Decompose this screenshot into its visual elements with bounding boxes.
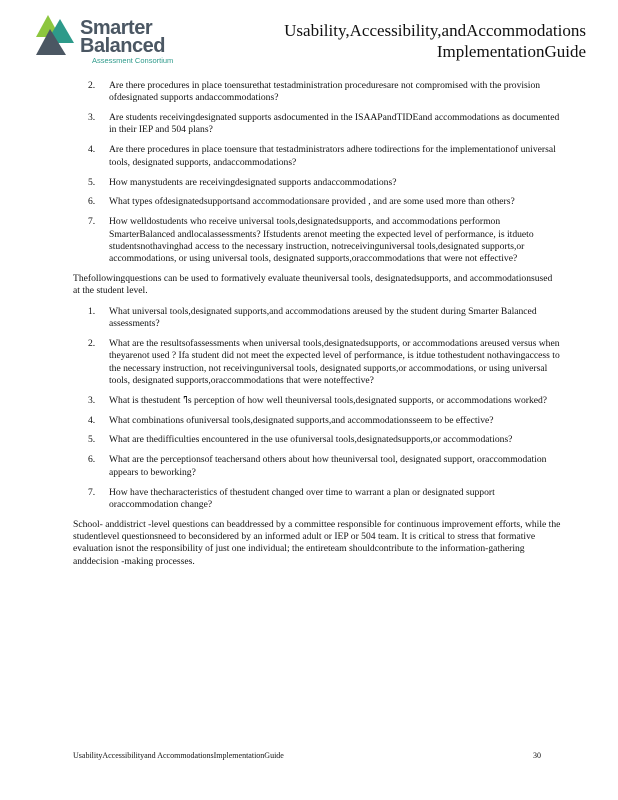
page-header-title	[284, 20, 586, 62]
list-item: 7. How have thecharacteristics of thestudent changed over time to warrant a plan or designated support oraccommodation change?	[88, 486, 495, 510]
header-title-line1: Usability,Accessibility,andAccommodations	[284, 21, 586, 40]
page-number: 30	[533, 751, 541, 760]
list-item: 3. What is thestudent ߣs perception of how well theuniversal tools,designated supports, or accommodations worked?	[88, 394, 548, 406]
list-item: 4. What combinations ofuniversal tools,designated supports,and accommodationsseem to be effective?	[88, 414, 494, 426]
document-body	[73, 80, 561, 576]
list-item: 7. How welldostudents who receive universal tools,designatedsupports, and accommodations performon SmarterBalanced andlocalassessments? Ifstudents arenot meeting the expected level of performance, is itdueto studentsnothavinghad access to the necessary instruction, notreceivinguniversal tools,designated supports,or accommodations, or using universal tools, designated supports,oraccommodations that were not effective?	[88, 216, 534, 265]
header-title-line2: ImplementationGuide	[436, 42, 586, 61]
list-item: 5. What are thedifficulties encountered in the use ofuniversal tools,designatedsupports,or accommodations?	[88, 434, 513, 446]
logo-word-smarter: Smarter	[80, 17, 153, 39]
list-item: 6. What types ofdesignatedsupportsand accommodationsare provided , and are some used more than others?	[88, 196, 515, 208]
list-item: 3. Are students receivingdesignated supports asdocumented in the ISAAPandTIDEand accommodations as documented in their IEP and 504 plans?	[88, 112, 560, 136]
logo-triangles-icon	[34, 13, 82, 57]
monitoring-questions-list	[73, 80, 561, 266]
list-item: 2. What are the resultsofassessments when universal tools,designatedsupports, or accommodations areused versus when theyarenot used ? Ifa student did not meet the expected level of performance, is itdue tothestudent nothavingaccess to the necessary instruction, not receivinguniversal tools, designated supports,or accommodations, or using universal tools, designated supports,oraccommodations that were noteffective?	[88, 337, 560, 386]
list-item: 2. Are there procedures in place toensurethat testadministration proceduresare not compromised with the provision ofdesignated supports andaccommodations?	[88, 80, 541, 104]
intro-paragraph: Thefollowingquestions can be used to formatively evaluate theuniversal tools, designatedsupports, and accommodationsused at the student level.	[73, 273, 553, 297]
student-level-questions-list	[73, 306, 561, 511]
smarter-balanced-logo	[34, 13, 194, 65]
list-item: 5. How manystudents are receivingdesignated supports andaccommodations?	[88, 176, 397, 188]
list-item: 1. What universal tools,designated supports,and accommodations areused by the student during Smarter Balanced assessments?	[88, 305, 537, 330]
list-item: 4. Are there procedures in place toensure that testadministrators adhere todirections for the implementationof universal tools, designated supports, andaccommodations?	[88, 144, 556, 168]
logo-tagline: Assessment Consortium	[92, 56, 174, 65]
closing-paragraph: School- anddistrict -level questions can beaddressed by a committee responsible for continuous improvement efforts, while the studentlevel questionsneed to beconsidered by an informed adult or IEP or 504 team. It is critical to stress that formative evaluation isnot the responsibility of just one individual; the entireteam shouldcontribute to the information-gathering anddecision -making processes.	[73, 518, 561, 567]
footer-document-title: UsabilityAccessibilityand AccommodationsImplementationGuide	[73, 751, 284, 760]
list-item: 6. What are the perceptionsof teachersand others about how theuniversal tool, designated support, oraccommodation appears to beworking?	[88, 454, 547, 478]
logo-word-balanced: Balanced	[80, 35, 165, 57]
